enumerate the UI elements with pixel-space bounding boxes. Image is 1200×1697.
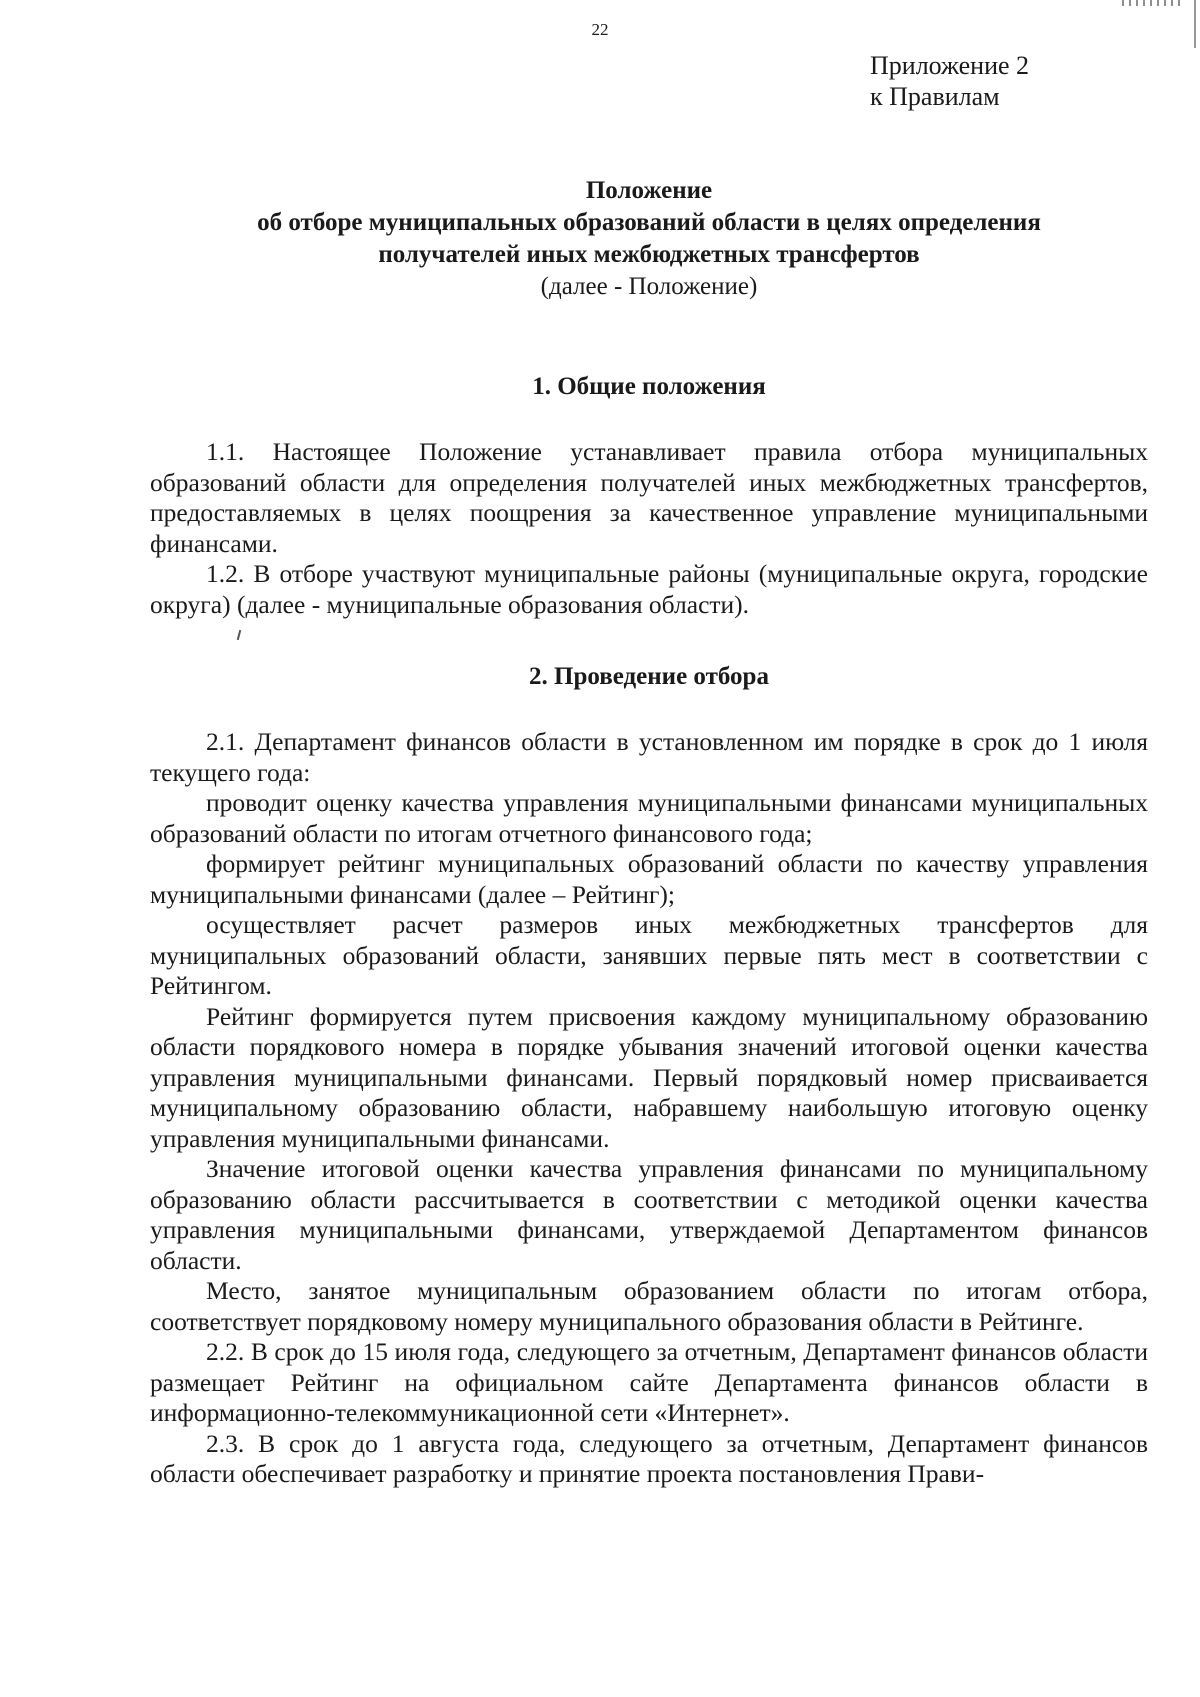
paragraph-2-1-item-3: осуществляет расчет размеров иных межбюджетных трансфертов для муниципальных образований области, занявших первые пять мест в соответствии с Рейтингом. <box>150 910 1148 1000</box>
paragraph-2-1-item-2: формирует рейтинг муниципальных образований области по качеству управления муниципальными финансами (далее – Рейтинг); <box>150 849 1148 909</box>
paragraph-score-method: Значение итоговой оценки качества управления финансами по муниципальному образованию области рассчитывается в соответствии с методикой оценки качества управления муниципальными финансами, утверждаемой Департаментом финансов области. <box>150 1154 1148 1275</box>
section-1-body <box>150 437 1148 620</box>
title-line-3: получателей иных межбюджетных трансфертов <box>378 241 920 268</box>
appendix-reference <box>870 50 1029 112</box>
appendix-line-2: к Правилам <box>870 82 1000 111</box>
paragraph-2-2: 2.2. В срок до 15 июля года, следующего за отчетным, Департамент финансов области размещает Рейтинг на официальном сайте Департамента финансов области в информационно-телекоммуникационной сети «Интернет». <box>150 1337 1148 1427</box>
title-line-1: Положение <box>585 177 713 204</box>
paragraph-rating-definition: Рейтинг формируется путем присвоения каждому муниципальному образованию области порядкового номера в порядке убывания значений итоговой оценки качества управления муниципальными финансами. Первый порядковый номер присваивается муниципальному образованию области, набравшему наибольшую итоговую оценку управления муниципальными финансами. <box>150 1001 1148 1153</box>
section-heading-2: 2. Проведение отбора <box>529 663 769 690</box>
paragraph-1-1: 1.1. Настоящее Положение устанавливает правила отбора муниципальных образований области для определения получателей иных межбюджетных трансфертов, предоставляемых в целях поощрения за качественное управление муниципальными финансами. <box>150 437 1148 558</box>
section-heading-1: 1. Общие положения <box>532 373 766 400</box>
paragraph-2-3: 2.3. В срок до 1 августа года, следующего за отчетным, Департамент финансов области обеспечивает разработку и принятие проекта постановления Прави- <box>150 1428 1148 1488</box>
appendix-line-1: Приложение 2 <box>870 51 1030 80</box>
paragraph-2-1-item-1: проводит оценку качества управления муниципальными финансами муниципальных образований области по итогам отчетного финансового года; <box>150 788 1148 848</box>
paragraph-2-1: 2.1. Департамент финансов области в установленном им порядке в срок до 1 июля текущего года: <box>150 727 1148 787</box>
title-line-4: (далее - Положение) <box>540 273 758 300</box>
page-number: 22 <box>591 20 609 39</box>
section-2-body <box>150 727 1148 1490</box>
document-title <box>150 175 1148 303</box>
paragraph-place: Место, занятое муниципальным образованием области по итогам отбора, соответствует порядковому номеру муниципального образования области в Рейтинге. <box>150 1276 1148 1336</box>
scan-artifact <box>1122 0 1182 6</box>
title-line-2: об отборе муниципальных образований области в целях определения <box>257 209 1041 236</box>
scan-speck <box>237 630 242 640</box>
paragraph-1-2: 1.2. В отборе участвуют муниципальные районы (муниципальные округа, городские округа) (далее - муниципальные образования области). <box>150 559 1148 619</box>
